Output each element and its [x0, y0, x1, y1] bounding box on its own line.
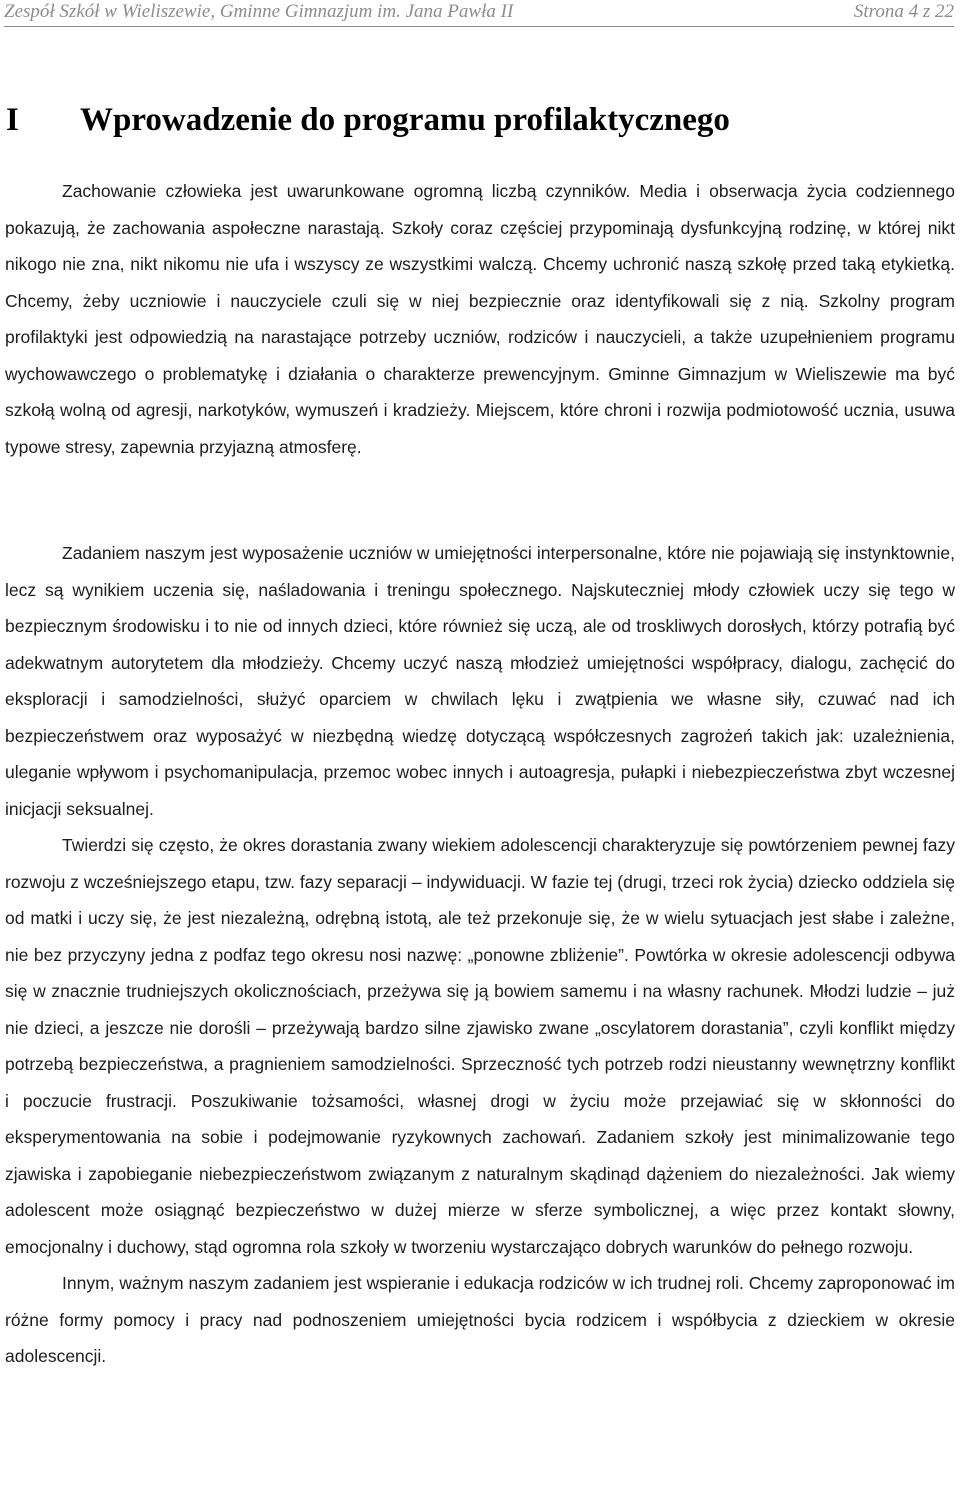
header-school-name: Zespół Szkół w Wieliszewie, Gminne Gimnazjum im. Jana Pawła II: [4, 1, 514, 22]
paragraph: Zadaniem naszym jest wyposażenie uczniów w umiejętności interpersonalne, które nie pojawiają się instynktownie, lecz są wynikiem uczenia się, naśladowania i treningu społecznego. Najskuteczniej młody człowiek uczy się tego w bezpiecznym środowisku i to nie od innych dzieci, które również się uczą, ale od troskliwych dorosłych, którzy potrafią być adekwatnym autorytetem dla młodzieży. Chcemy uczyć naszą młodzież umiejętności współpracy, dialogu, zachęcić do eksploracji i samodzielności, służyć oparciem w chwilach lęku i zwątpienia we własne siły, czuwać nad ich bezpieczeństwem oraz wyposażyć w niezbędną wiedzę dotyczącą współczesnych zagrożeń takich jak: uzależnienia, uleganie wpływom i psychomanipulacja, przemoc wobec innych i autoagresja, pułapki i niebezpieczeństwa zbyt wczesnej inicjacji seksualnej.: [5, 543, 955, 819]
paragraph: Innym, ważnym naszym zadaniem jest wspieranie i edukacja rodziców w ich trudnej roli. Chcemy zaproponować im różne formy pomocy i pracy nad podnoszeniem umiejętności bycia rodzicem i współbycia z dzieckiem w okresie adolescencji.: [5, 1273, 955, 1366]
paragraph-block-intro: [5, 173, 955, 465]
paragraph: Zachowanie człowieka jest uwarunkowane ogromną liczbą czynników. Media i obserwacja życia codziennego pokazują, że zachowania aspołeczne narastają. Szkoły coraz częściej przypominają dysfunkcyjną rodzinę, w której nikt nikogo nie zna, nikt nikomu nie ufa i wszyscy ze wszystkimi walczą. Chcemy uchronić naszą szkołę przed taką etykietką. Chcemy, żeby uczniowie i nauczyciele czuli się w niej bezpiecznie oraz identyfikowali się z nią. Szkolny program profilaktyki jest odpowiedzią na narastające potrzeby uczniów, rodziców i nauczycieli, a także uzupełnieniem programu wychowawczego o problematykę i działania o charakterze prewencyjnym. Gminne Gimnazjum w Wieliszewie ma być szkołą wolną od agresji, narkotyków, wymuszeń i kradzieży. Miejscem, które chroni i rozwija podmiotowość ucznia, usuwa typowe stresy, zapewnia przyjazną atmosferę.: [5, 181, 955, 457]
section-number: I: [6, 102, 19, 138]
header-page-number: Strona 4 z 22: [853, 1, 954, 22]
paragraph-block-main: [5, 535, 955, 1375]
section-heading: [6, 98, 946, 142]
page-header: [4, 0, 954, 27]
section-title: Wprowadzenie do programu profilaktycznego: [80, 102, 730, 138]
paragraph: Twierdzi się często, że okres dorastania zwany wiekiem adolescencji charakteryzuje się powtórzeniem pewnej fazy rozwoju z wcześniejszego etapu, tzw. fazy separacji – indywiduacji. W fazie tej (drugi, trzeci rok życia) dziecko oddziela się od matki i uczy się, że jest niezależną, odrębną istotą, ale też przekonuje się, że w wielu sytuacjach jest słabe i zależne, nie bez przyczyny jedna z podfaz tego okresu nosi nazwę: „ponowne zbliżenie”. Powtórka w okresie adolescencji odbywa się w znacznie trudniejszych okolicznościach, przeżywa się ją bowiem samemu i na własny rachunek. Młodzi ludzie – już nie dzieci, a jeszcze nie dorośli – przeżywają bardzo silne zjawisko zwane „oscylatorem dorastania”, czyli konflikt między potrzebą bezpieczeństwa, a pragnieniem samodzielności. Sprzeczność tych potrzeb rodzi nieustanny wewnętrzny konflikt i poczucie frustracji. Poszukiwanie tożsamości, własnej drogi w życiu może przejawiać się w skłonności do eksperymentowania na sobie i podejmowanie ryzykownych zachowań. Zadaniem szkoły jest minimalizowanie tego zjawiska i zapobieganie niebezpieczeństwom związanym z naturalnym skądinąd dążeniem do niezależności. Jak wiemy adolescent może osiągnąć bezpieczeństwo w dużej mierze w sferze symbolicznej, a więc przez kontakt słowny, emocjonalny i duchowy, stąd ogromna rola szkoły w tworzeniu wystarczająco dobrych warunków do pełnego rozwoju.: [5, 835, 955, 1257]
